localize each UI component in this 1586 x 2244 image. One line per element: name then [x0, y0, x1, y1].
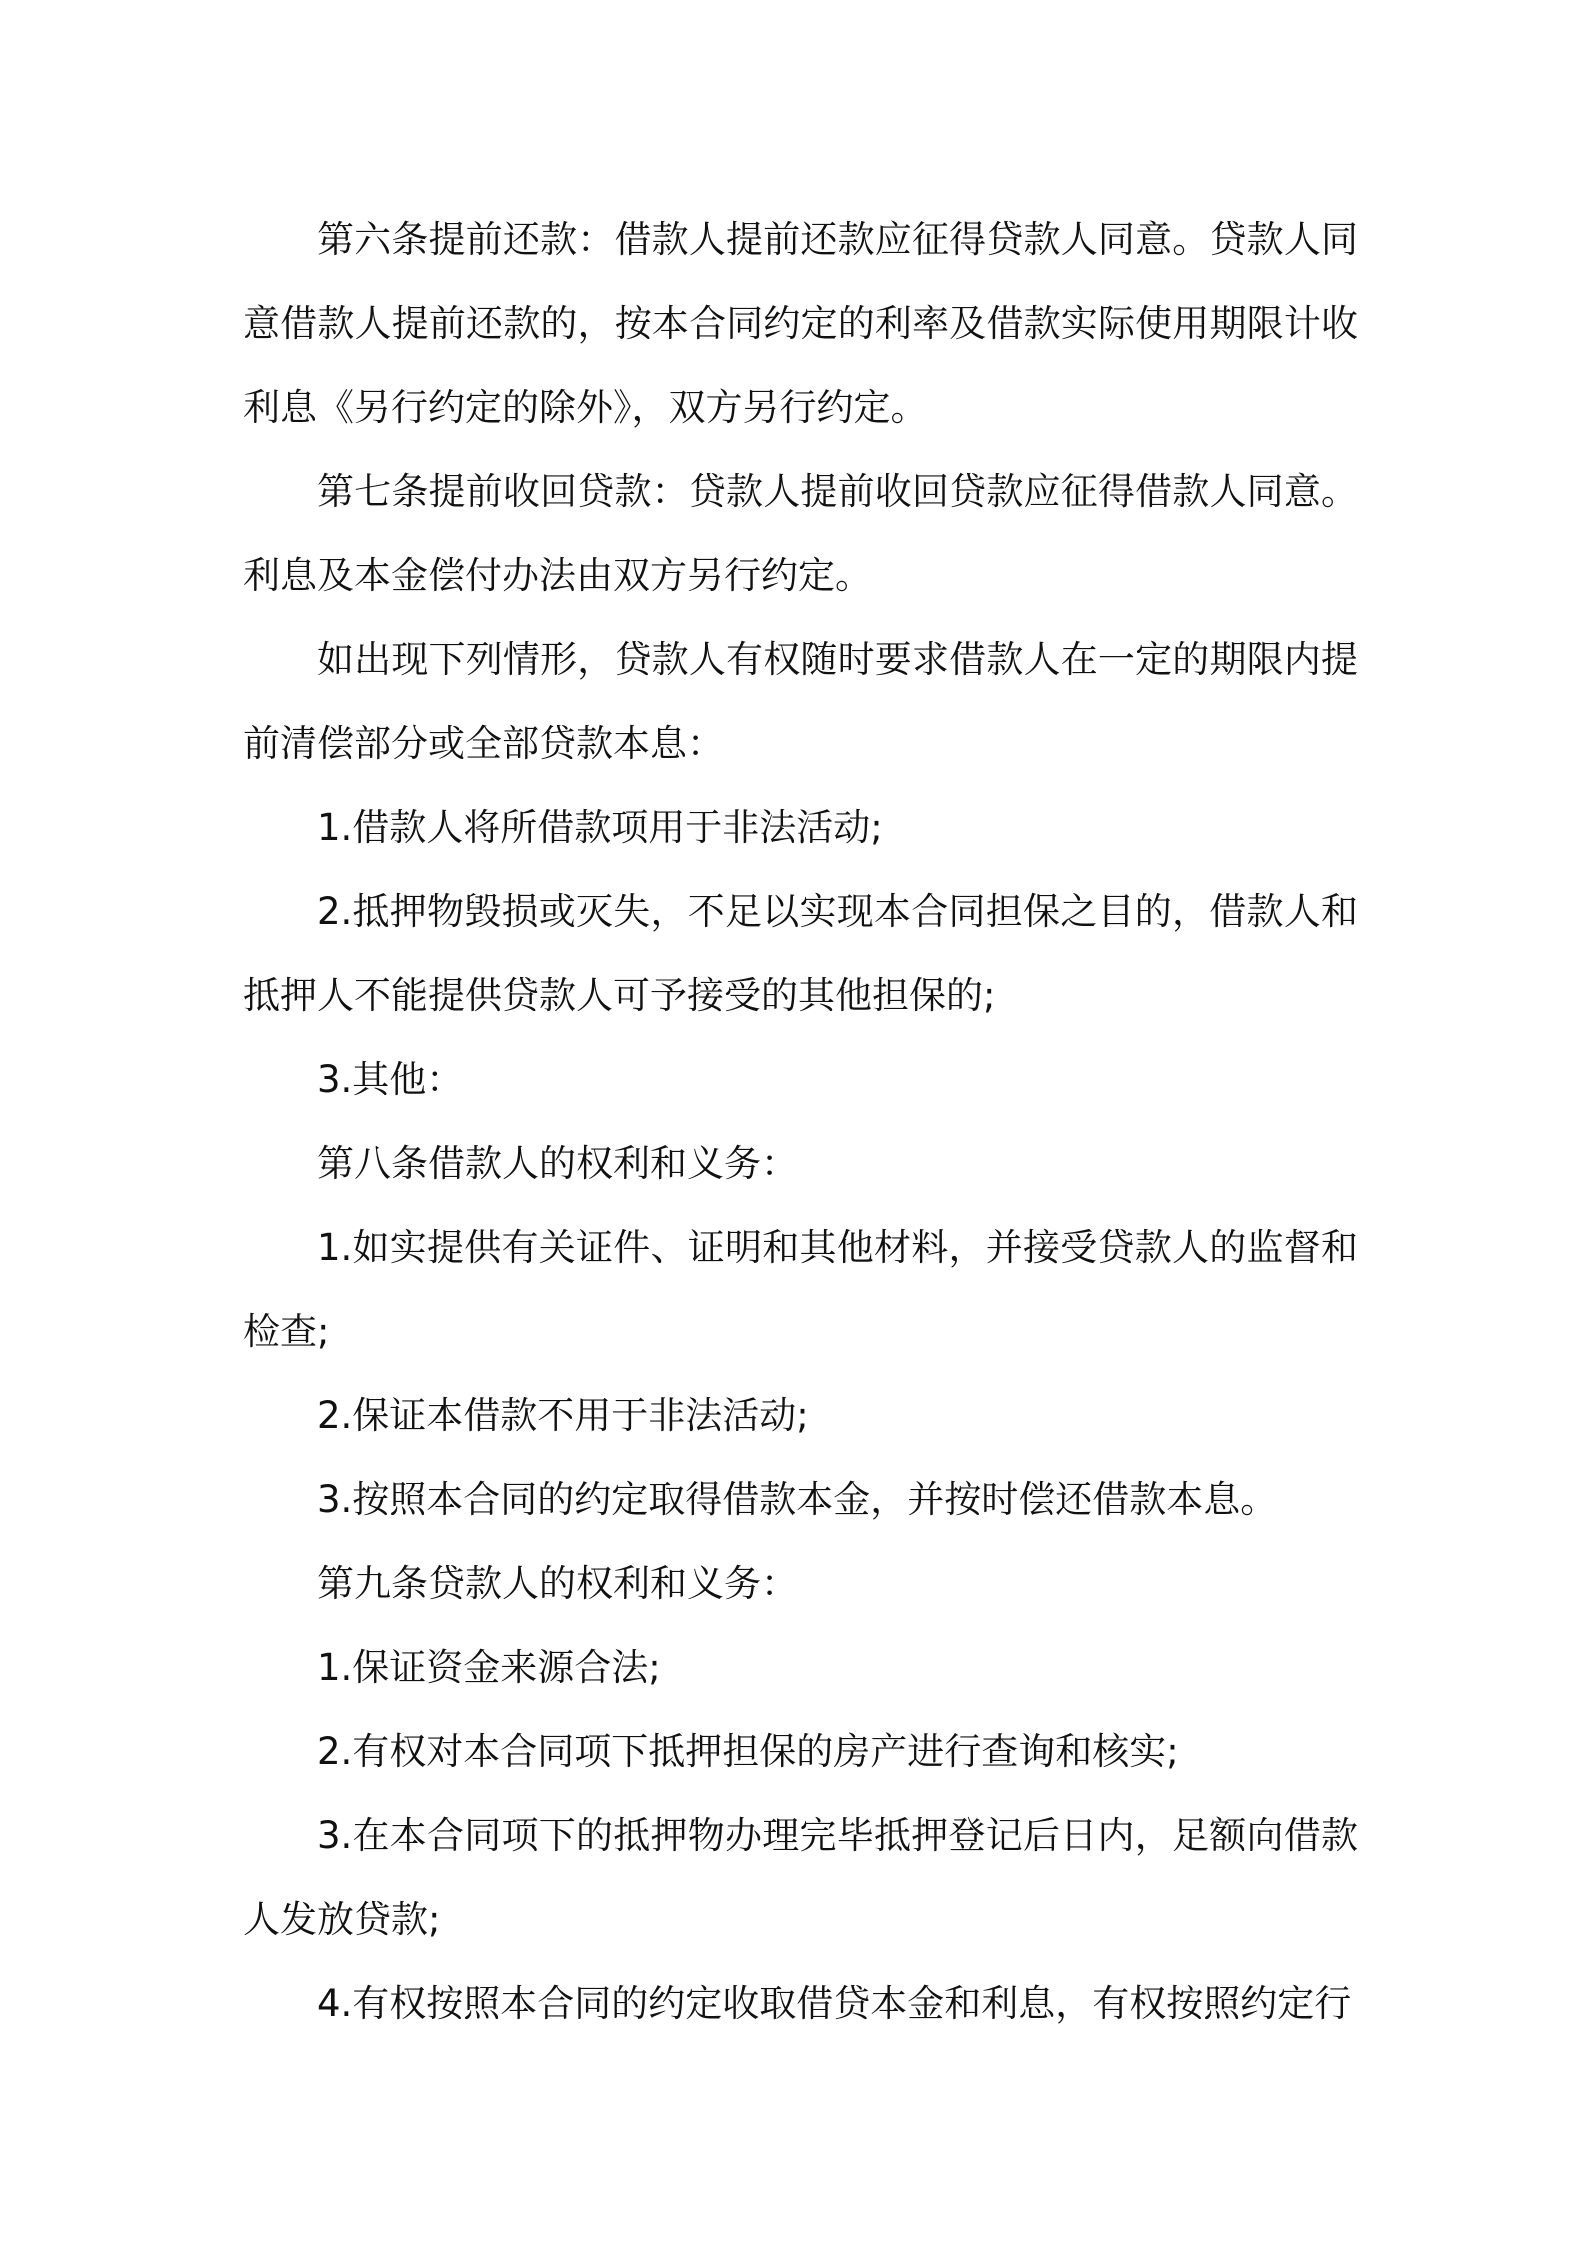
paragraph-article-8-heading: 第八条借款人的权利和义务：: [317, 1142, 798, 1185]
paragraph-conditions-intro: 如出现下列情形，贷款人有权随时要求借款人在一定的期限内提前清偿部分或全部贷款本息：: [243, 638, 1358, 765]
paragraph-borrower-duty-2: 2.保证本借款不用于非法活动;: [317, 1394, 809, 1437]
paragraph-borrower-duty-1: 1.如实提供有关证件、证明和其他材料，并接受贷款人的监督和检查;: [243, 1226, 1358, 1353]
paragraph-condition-2: 2.抵押物毁损或灭失，不足以实现本合同担保之目的，借款人和抵押人不能提供贷款人可予接受的其他担保的;: [243, 890, 1358, 1017]
paragraph-borrower-duty-3: 3.按照本合同的约定取得借款本金，并按时偿还借款本息。: [317, 1478, 1278, 1521]
paragraph-lender-duty-1: 1.保证资金来源合法;: [317, 1646, 661, 1689]
paragraph-condition-3: 3.其他：: [317, 1058, 464, 1101]
paragraph-lender-duty-2: 2.有权对本合同项下抵押担保的房产进行查询和核实;: [317, 1730, 1179, 1773]
paragraph-lender-duty-4: 4.有权按照本合同的约定收取借贷本金和利息，有权按照约定行: [317, 1982, 1352, 2025]
paragraph-article-9-heading: 第九条贷款人的权利和义务：: [317, 1562, 798, 1605]
paragraph-lender-duty-3: 3.在本合同项下的抵押物办理完毕抵押登记后日内，足额向借款人发放贷款;: [243, 1814, 1358, 1941]
paragraph-article-6-prepayment: 第六条提前还款：借款人提前还款应征得贷款人同意。贷款人同意借款人提前还款的，按本合同约定的利率及借款实际使用期限计收利息《另行约定的除外》，双方另行约定。: [243, 218, 1358, 429]
paragraph-condition-1: 1.借款人将所借款项用于非法活动;: [317, 806, 883, 849]
paragraph-article-7-early-recall: 第七条提前收回贷款：贷款人提前收回贷款应征得借款人同意。利息及本金偿付办法由双方另行约定。: [243, 470, 1358, 597]
document-body: [243, 198, 1358, 2046]
